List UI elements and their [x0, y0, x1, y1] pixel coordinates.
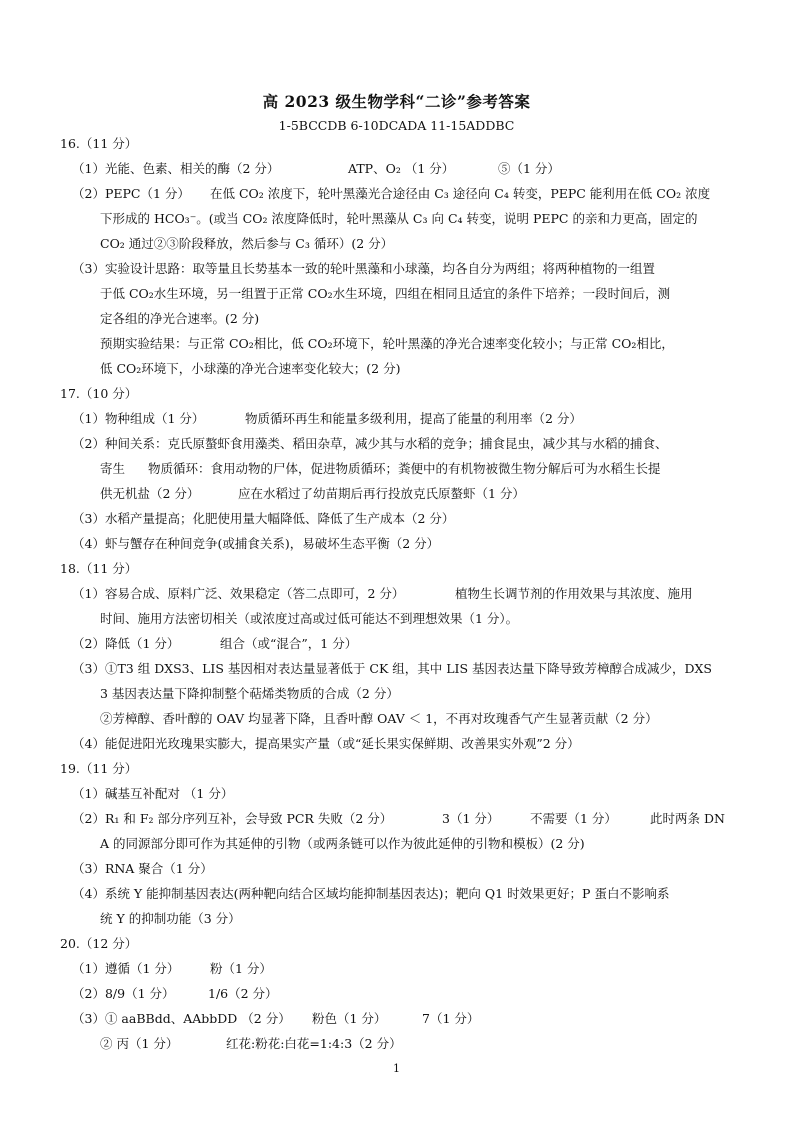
multiple-choice-answers: 1-5BCCDB 6-10DCADA 11-15ADDBC — [278, 118, 515, 133]
page-number: 1 — [393, 1062, 400, 1075]
document-title: 高 2023 级生物学科“二诊”参考答案 — [262, 92, 531, 111]
answer-sheet-page: 高 2023 级生物学科“二诊”参考答案 1-5BCCDB 6-10DCADA 11-15ADDBC 16.（11 分） （1）光能、色素、相关的酶（2 分） ATP、O₂ （1 分） ⑤（1 分） （2）PEPC（1 分） 在低 CO₂ 浓度下，轮叶黑藻光合途径由 C₃ 途径向 C₄ 转变，PEPC 能利用在低 CO₂ 浓度 下形成的 HCO₃⁻。(或当 CO₂ 浓度降低时，轮叶黑藻从 C₃ 向 C₄ 转变，说明 PEPC 的亲和力更高，固定的 CO₂ 通过②③阶段释放，然后参与 C₃ 循环）(2 分） （3）实验设计思路：取等量且长势基本一致的轮叶黑藻和小球藻，均各自分为两组；将两种植物的一组置 于低 CO₂水生环境，另一组置于正常 CO₂水生环境，四组在相同且适宜的条件下培养；一段时间后，测 定各组的净光合速率。(2 分) 预期实验结果：与正常 CO₂相比，低 CO₂环境下，轮叶黑藻的净光合速率变化较小；与正常 CO₂相比， 低 CO₂环境下，小球藻的净光合速率变化较大；(2 分) 17.（10 分） （1）物种组成（1 分） 物质循环再生和能量多级利用，提高了能量的利用率（2 分） （2）种间关系：克氏原螯虾食用藻类、稻田杂草，减少其与水稻的竞争；捕食昆虫，减少其与水稻的捕食、 寄生 物质循环：食用动物的尸体，促进物质循环；粪便中的有机物被微生物分解后可为水稻生长提 供无机盐（2 分） 应在水稻过了幼苗期后再行投放克氏原螯虾（1 分） （3）水稻产量提高；化肥使用量大幅降低、降低了生产成本（2 分） （4）虾与蟹存在种间竞争(或捕食关系)，易破坏生态平衡（2 分） 18.（11 分） （1）容易合成、原料广泛、效果稳定（答二点即可，2 分） 植物生长调节剂的作用效果与其浓度、施用 时间、施用方法密切相关（或浓度过高或过低可能达不到理想效果（1 分）。 （2）降低（1 分） 组合（或“混合”，1 分） （3）①T3 组 DXS3、LIS 基因相对表达量显著低于 CK 组，其中 LIS 基因表达量下降导致芳樟醇合成减少，DXS 3 基因表达量下降抑制整个萜烯类物质的合成（2 分） ②芳樟醇、香叶醇的 OAV 均显著下降，且香叶醇 OAV ＜ 1，不再对玫瑰香气产生显著贡献（2 分） （4）能促进阳光玫瑰果实膨大，提高果实产量（或“延长果实保鲜期、改善果实外观”2 分） 19.（11 分） （1）碱基互补配对 （1 分） （2）R₁ 和 F₂ 部分序列互补，会导致 PCR 失败（2 分） 3（1 分） 不需要（1 分） 此时两条 DN A 的同源部分即可作为其延伸的引物（或两条链可以作为彼此延伸的引物和模板）(2 分) （3）RNA 聚合（1 分） （4）系统 Y 能抑制基因表达(两种靶向结合区域均能抑制基因表达)；靶向 Q1 时效果更好；P 蛋白不影响系 统 Y 的抑制功能（3 分） 20.（12 分） （1）遵循（1 分） 粉（1 分） （2）8/9（1 分） 1/6（2 分） （3）① aaBBdd、AAbbDD （2 分） 粉色（1 分） 7（1 分） ② 丙（1 分） 红花:粉花:白花=1:4:3（2 分） 1 — [0, 0, 793, 1122]
